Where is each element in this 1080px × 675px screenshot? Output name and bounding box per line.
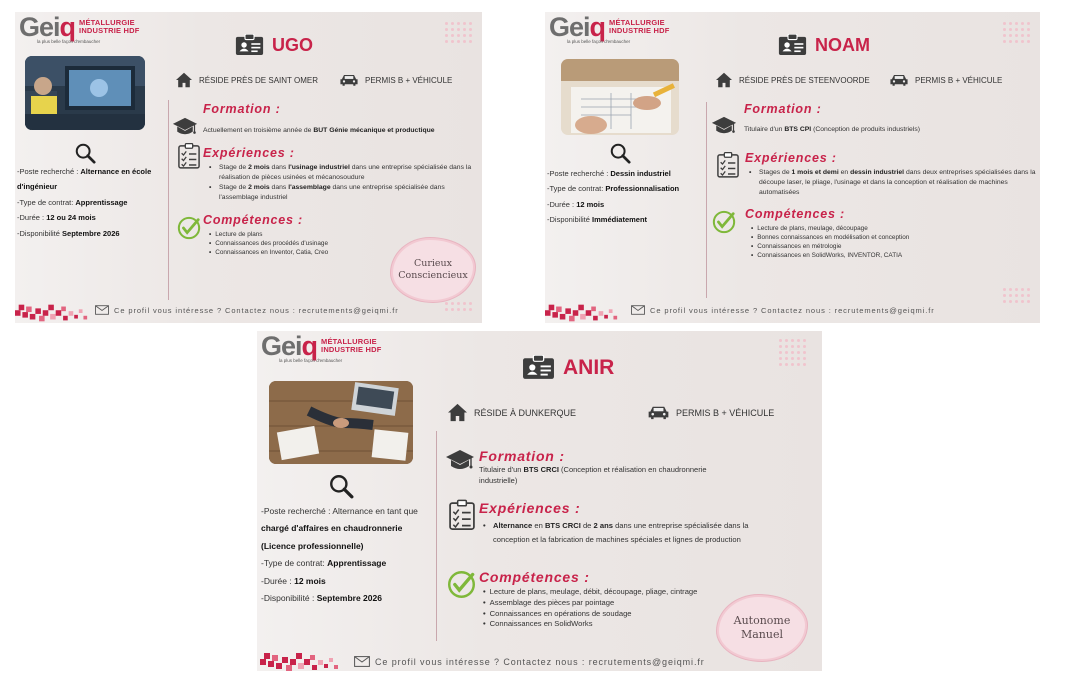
experiences-title: Expériences : (203, 146, 295, 160)
id-card-icon (235, 34, 264, 56)
home-icon (715, 72, 733, 88)
id-card-icon (778, 34, 807, 56)
checkmark-icon (712, 210, 736, 234)
experience-item: • Stage de 2 mois dans l'assemblage dans une entreprise spécialisée dans l'assemblage industriel (209, 183, 481, 203)
formation-title: Formation : (479, 448, 565, 464)
residence-text: RÉSIDE PRÈS DE STEENVOORDE (739, 75, 870, 85)
skill-item: • Lecture de plans, meulage, débit, découpage, pliage, cintrage (483, 587, 697, 598)
license-row (339, 73, 452, 87)
candidate-header (522, 355, 614, 380)
skill-item: • Lecture de plans, meulage, découpage (751, 224, 909, 233)
skill-item: • Connaissances des procédés d'usinage (209, 239, 328, 248)
formation-text: Actuellement en troisième année de BUT Génie mécanique et productique (203, 127, 435, 134)
job-search-info: -Poste recherché : Alternance en tant que chargé d'affaires en chaudronnerie (Licence professionnelle) -Type de contrat: Apprentissage -Durée : 12 mois -Disponibilité : Septembre 2026 (261, 506, 418, 604)
skill-item: • Connaissances en SolidWorks (483, 619, 697, 630)
pixel-decoration-icon (257, 653, 343, 671)
formation-title: Formation : (203, 102, 281, 116)
experiences-text (209, 163, 481, 202)
car-icon (889, 73, 909, 87)
experiences-title: Expériences : (745, 151, 837, 165)
competences-title: Compétences : (479, 569, 590, 585)
formation-text: Titulaire d'un BTS CPI (Conception de produits industriels) (744, 126, 920, 133)
decorative-dots (1003, 288, 1030, 303)
job-search-info: -Poste recherché : Alternance en école d'ingénieur -Type de contrat: Apprentissage -Durée : 12 ou 24 mois -Disponibilité Septembre 2026 (17, 167, 152, 238)
residence-text: RÉSIDE À DUNKERQUE (474, 407, 577, 418)
competences-title: Compétences : (745, 207, 846, 221)
experience-item: • Alternance en BTS CRCI de 2 ans dans une entreprise spécialisée dans la conception et la fabrication de machines spéciales et lignes de production (483, 519, 783, 548)
mail-icon (95, 305, 109, 315)
candidate-name: UGO (272, 34, 314, 55)
skill-item: • Connaissances en opérations de soudage (483, 609, 697, 620)
experience-item: • Stages de 1 mois et demi en dessin industriel dans deux entreprises spécialisées dans la découpe laser, le pliage, l'usinage et dans la conception et réalisation de machines automatisées (749, 168, 1039, 198)
residence-text: RÉSIDE PRÈS DE SAINT OMER (199, 75, 318, 85)
decorative-dots (1003, 22, 1030, 43)
license-text: PERMIS B + VÉHICULE (915, 75, 1003, 85)
checklist-icon (178, 143, 200, 169)
personality-bubble: Autonome Manuel (719, 597, 805, 659)
skills-list (751, 224, 909, 260)
license-row (647, 405, 774, 420)
divider (436, 431, 437, 641)
skill-item: • Bonnes connaissances en modélisation et conception (751, 233, 909, 242)
mail-icon (631, 305, 645, 315)
profile-photo (25, 56, 145, 130)
search-icon (609, 142, 631, 164)
graduation-cap-icon (172, 117, 198, 136)
license-row (889, 73, 1002, 87)
geiq-logo: Geiq MÉTALLURGIE INDUSTRIE HDF (549, 12, 670, 42)
decorative-dots (445, 302, 472, 311)
checkmark-icon (177, 216, 201, 240)
job-search-info: -Poste recherché : Dessin industriel -Type de contrat: Professionnalisation -Durée : 12 mois -Disponibilité Immédiatement (547, 169, 680, 225)
pixel-decoration-icon (545, 304, 619, 322)
formation-text: Titulaire d'un BTS CRCI (Conception et réalisation en chaudronnerie industrielle) (479, 465, 707, 485)
decorative-dots (445, 22, 472, 43)
candidate-name: NOAM (815, 34, 870, 55)
id-card-icon (522, 355, 555, 380)
logo-tagline: la plus belle façon d'embaucher (567, 39, 631, 44)
profile-photo (561, 59, 679, 135)
profile-card-anir (257, 331, 822, 671)
pixel-decoration-icon (15, 304, 89, 322)
personality-bubble: Curieux Consciencieux (393, 240, 473, 300)
competences-title: Compétences : (203, 213, 304, 227)
license-text: PERMIS B + VÉHICULE (676, 407, 775, 418)
skills-list (209, 230, 328, 257)
residence-row (175, 72, 318, 88)
skill-item: • Assemblage des pièces par pointage (483, 598, 697, 609)
checklist-icon (449, 499, 475, 531)
geiq-logo: Geiq MÉTALLURGIE INDUSTRIE HDF (19, 12, 140, 42)
search-icon (74, 142, 96, 164)
profile-card-ugo (15, 12, 482, 323)
divider (706, 102, 707, 298)
home-icon (447, 403, 468, 422)
divider (168, 100, 169, 300)
decorative-dots (779, 339, 806, 366)
license-text: PERMIS B + VÉHICULE (365, 75, 453, 85)
profile-photo (269, 381, 413, 464)
skill-item: • Lecture de plans (209, 230, 328, 239)
contact-text[interactable]: Ce profil vous intéresse ? Contactez nous : recrutements@geiqmi.fr (375, 656, 705, 667)
skill-item: • Connaissances en métrologie (751, 242, 909, 251)
candidate-header (235, 34, 313, 56)
contact-footer (354, 656, 705, 667)
profile-card-noam (545, 12, 1040, 323)
skill-item: • Connaissances en SolidWorks, INVENTOR, CATIA (751, 251, 909, 260)
car-icon (647, 405, 670, 420)
residence-row (715, 72, 870, 88)
mail-icon (354, 656, 370, 667)
contact-footer (631, 305, 935, 315)
residence-row (447, 403, 576, 422)
contact-text[interactable]: Ce profil vous intéresse ? Contactez nous : recrutements@geiqmi.fr (114, 305, 399, 315)
search-icon (328, 473, 354, 499)
contact-footer (95, 305, 399, 315)
home-icon (175, 72, 193, 88)
skills-list (483, 587, 697, 630)
checkmark-icon (447, 570, 476, 599)
logo-tagline: la plus belle façon d'embaucher (279, 358, 343, 363)
skill-item: • Connaissances en Inventor, Catia, Creo (209, 248, 328, 257)
geiq-logo: Geiq MÉTALLURGIE INDUSTRIE HDF (261, 331, 382, 361)
car-icon (339, 73, 359, 87)
candidate-header (778, 34, 870, 56)
logo-tagline: la plus belle façon d'embaucher (37, 39, 101, 44)
experiences-text (483, 519, 783, 548)
experience-item: • Stage de 2 mois dans l'usinage industriel dans une entreprise spécialisée dans la réalisation de pièces usinées et mécanosoudure (209, 163, 481, 183)
experiences-text (749, 168, 1039, 198)
checklist-icon (717, 152, 739, 178)
graduation-cap-icon (445, 449, 475, 471)
candidate-name: ANIR (563, 355, 615, 379)
graduation-cap-icon (711, 116, 737, 135)
experiences-title: Expériences : (479, 500, 581, 516)
contact-text[interactable]: Ce profil vous intéresse ? Contactez nous : recrutements@geiqmi.fr (650, 305, 935, 315)
formation-title: Formation : (744, 102, 822, 116)
